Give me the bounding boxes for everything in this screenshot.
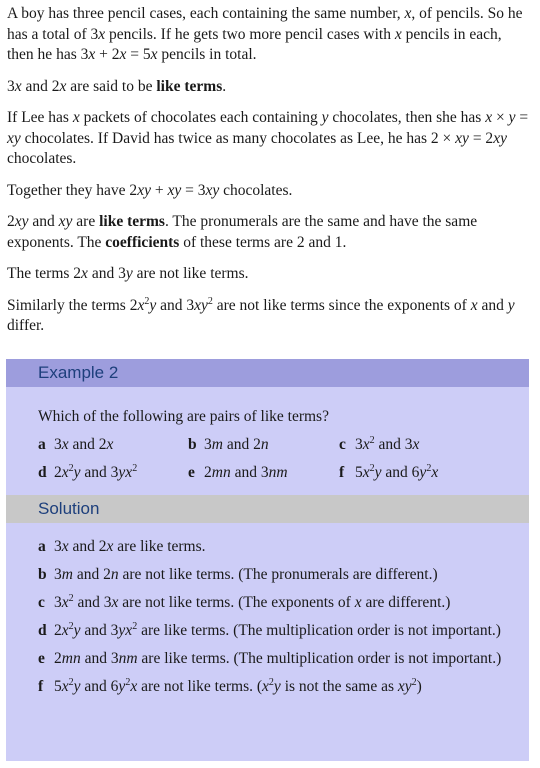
example-question: Which of the following are pairs of like terms? [38,408,329,425]
solution-f: f $5x^2y$ and $6y^2x$ are not like terms. ($x^2y$ is not the same as $xy^2$) [38,677,422,695]
example-title: Example 2 [6,359,529,387]
solution-c: c $3x^2$ and 3x are not like terms. (The exponents of x are different.) [38,593,451,611]
option-d: d $2x^2y$ and $3yx^2$ [38,463,138,481]
solution-a: a 3x and 2x are like terms. [38,538,206,555]
option-e: e 2mn and 3nm [188,464,288,481]
option-c: c $3x^2$ and 3x [339,435,420,453]
solution-e: e 2mn and 3nm are like terms. (The multiplication order is not important.) [38,650,502,667]
intro-paragraph-coefficients: 2xy and xy are like terms. The pronumerals are the same and have the same exponents. The coefficients of these terms are 2 and 1. [7,213,478,251]
solution-list [38,537,518,705]
intro-paragraph-exponents: Similarly the terms $2x^2y$ and $3xy^2$ are not like terms since the exponents of x and y differ. [7,295,515,334]
intro-paragraph-pencils: A boy has three pencil cases, each containing the same number, x, of pencils. So he has a total of 3x pencils. If he gets two more pencil cases with x pencils in each, then he has 3x + 2x = 5x pencils in total. [7,5,523,63]
option-a: a 3x and 2x [38,436,114,453]
solution-title: Solution [6,495,529,523]
intro-paragraph-like-terms: 3x and 2x are said to be like terms. [7,77,227,95]
option-b: b 3m and 2n [188,436,269,453]
solution-d: d $2x^2y$ and $3yx^2$ are like terms. (The multiplication order is not important.) [38,621,501,639]
intro-paragraph-not-like: The terms 2x and 3y are not like terms. [7,265,249,282]
intro-paragraph-together: Together they have 2xy + xy = 3xy chocolates. [7,181,293,199]
option-f: f $5x^2y$ and $6y^2x$ [339,463,439,481]
page [0,4,540,768]
example-box [6,359,529,761]
solution-b: b 3m and 2n are not like terms. (The pronumerals are different.) [38,566,438,583]
intro-paragraph-chocolates: If Lee has x packets of chocolates each containing y chocolates, then she has x × y = xy chocolates. If David has twice as many chocolates as Lee, he has 2 × xy = 2xy chocolates. [7,109,529,167]
